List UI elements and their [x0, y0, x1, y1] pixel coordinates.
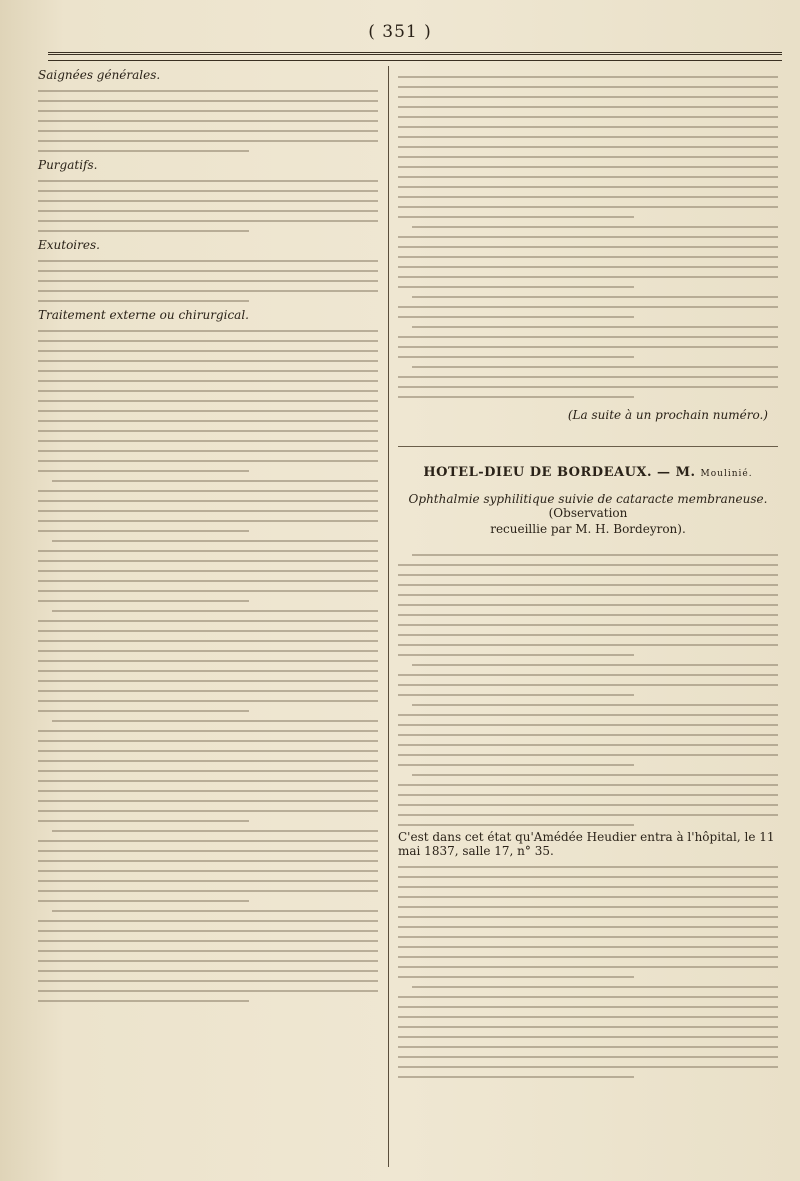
section-heading-name: Moulinié.: [700, 469, 753, 479]
admission-line: C'est dans cet état qu'Amédée Heudier entra à l'hôpital, le 11 mai 1837, salle 17, n° 35.: [398, 830, 775, 858]
page-number: ( 351 ): [368, 22, 432, 42]
paragraph-purgatifs: [38, 156, 378, 236]
paragraph-lead: Exutoires.: [38, 238, 100, 252]
column-divider: [388, 66, 389, 1167]
paragraph-lead: Purgatifs.: [38, 158, 98, 172]
paragraph-exutoires: [38, 236, 378, 306]
section-heading: [398, 465, 778, 480]
paragraph-traitement-externe: [38, 306, 378, 1006]
paragraph-saignees: [38, 66, 378, 156]
left-column: [38, 66, 378, 1006]
section-separator: [398, 446, 778, 447]
observation-title-tail: (Observation: [548, 506, 628, 520]
observation-body: [398, 544, 778, 1082]
right-column: [398, 66, 778, 1082]
paragraph-continued: [398, 66, 778, 402]
header-rule: [48, 52, 782, 55]
observation-credit: recueillie par M. H. Bordeyron).: [490, 522, 686, 536]
header-rule-thin: [48, 60, 782, 61]
continuation-note: (La suite à un prochain numéro.): [567, 408, 768, 422]
observation-title: [398, 492, 778, 520]
section-heading-title: HOTEL-DIEU DE BORDEAUX. — M.: [423, 465, 696, 480]
observation-title-text: Ophthalmie syphilitique suivie de cataracte membraneuse.: [408, 492, 768, 506]
paragraph-lead: Traitement externe ou chirurgical.: [38, 308, 249, 322]
paragraph-lead: Saignées générales.: [38, 68, 161, 82]
